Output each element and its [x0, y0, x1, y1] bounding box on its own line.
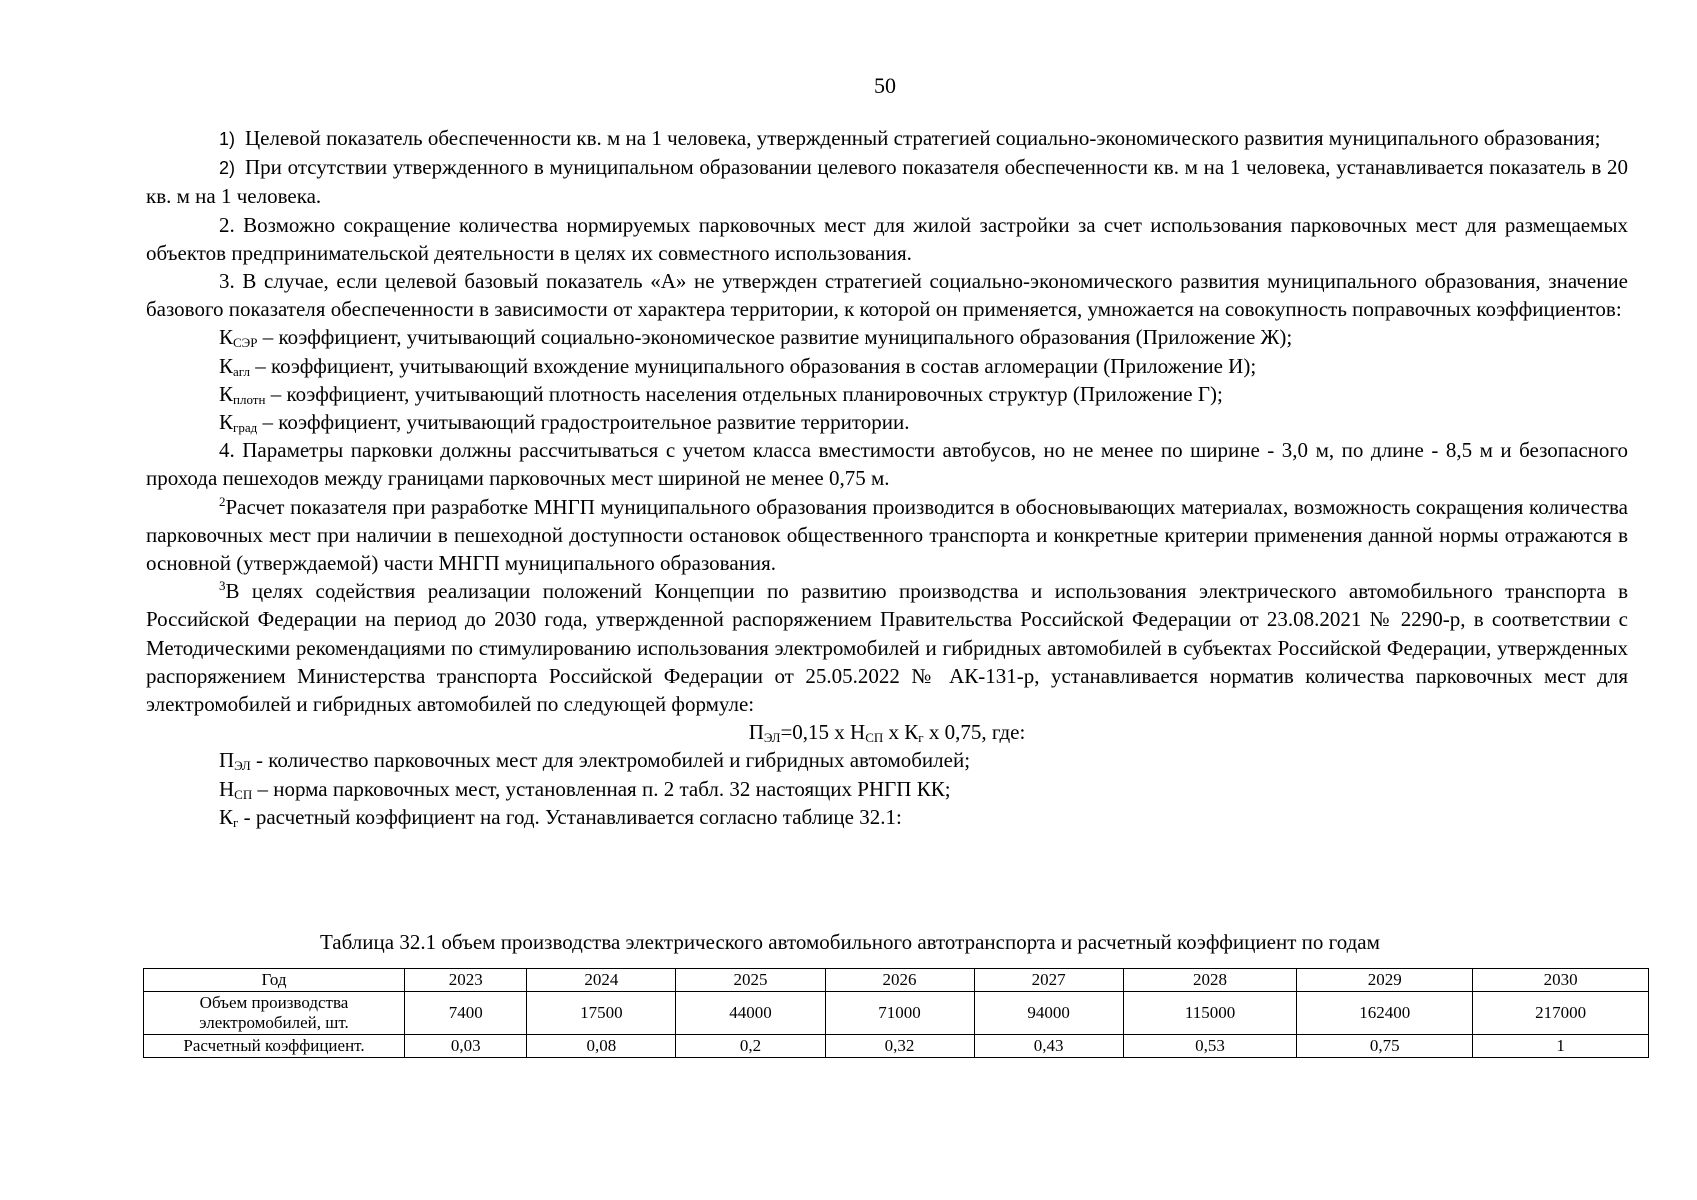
list-item-text: Целевой показатель обеспеченности кв. м на 1 человека, утвержденный стратегией социально-экономического развития муниципального образования; — [245, 126, 1601, 150]
table-cell: 2025 — [676, 969, 825, 992]
symbol: П — [748, 720, 764, 745]
coefficient-kplotn — [146, 380, 1628, 408]
definition-text: - количество парковочных мест для электромобилей и гибридных автомобилей; — [250, 748, 971, 773]
symbol-subscript: СП — [234, 786, 253, 802]
coefficient-description: – коэффициент, учитывающий вхождение муниципального образования в состав агломерации (Приложение И); — [249, 353, 1257, 378]
definition-text: - расчетный коэффициент на год. Устанавливается согласно таблице 32.1: — [238, 804, 902, 829]
symbol: Н — [219, 776, 235, 801]
table-cell: 0,08 — [527, 1035, 676, 1058]
definition-text: – норма парковочных мест, установленная п. 2 табл. 32 настоящих РНГП КК; — [252, 776, 951, 801]
symbol-subscript: г — [918, 730, 924, 746]
table-cell: 2027 — [974, 969, 1123, 992]
formula-part: х К — [883, 720, 919, 745]
coefficient-kagl — [146, 352, 1628, 380]
table-cell: 115000 — [1123, 992, 1297, 1035]
footnote-3 — [146, 577, 1628, 718]
table-cell: 2026 — [825, 969, 974, 992]
table-caption: Таблица 32.1 объем производства электрического автомобильного автотранспорта и расчетный коэффициент по годам — [320, 930, 1380, 954]
table-cell: 44000 — [676, 992, 825, 1035]
table-cell: 71000 — [825, 992, 974, 1035]
row-header: Объем производства электромобилей, шт. — [144, 992, 405, 1035]
table-cell: 162400 — [1297, 992, 1473, 1035]
footnote-text: В целях содействия реализации положений Концепции по развитию производства и использования электрического автомобильного транспорта в Российской Федерации на период до 2030 года, утвержденной распоряжением Правительства Российской Федерации от 23.08.2021 № 2290-р, в соответствии с Методическими рекомендациями по стимулированию использования электромобилей и гибридных автомобилей в субъектах Российской Федерации, утвержденных распоряжением Министерства транспорта Российской Федерации от 25.05.2022 № АК-131-р, устанавливается норматив количества парковочных мест для электромобилей и гибридных автомобилей по следующей формуле: — [146, 579, 1628, 717]
document-body — [146, 124, 1628, 831]
definition-nsp — [146, 775, 1628, 803]
table-cell: 0,75 — [1297, 1035, 1473, 1058]
symbol: П — [219, 748, 235, 773]
note-paragraph-2: 2. Возможно сокращение количества нормируемых парковочных мест для жилой застройки за счет использования парковочных мест для размещаемых объектов предпринимательской деятельности в целях их совместного использования. — [146, 212, 1628, 265]
symbol-subscript: ЭЛ — [234, 758, 251, 774]
footnote-2 — [146, 493, 1628, 578]
table-row-years — [144, 969, 1649, 992]
coefficient-ksep — [146, 323, 1628, 351]
row-header: Год — [144, 969, 405, 992]
list-item-2 — [146, 153, 1628, 210]
table-row-coefficient — [144, 1035, 1649, 1058]
symbol-subscript: г — [233, 814, 239, 830]
coefficient-description: – коэффициент, учитывающий градостроительное развитие территории. — [257, 410, 910, 435]
table-cell: 7400 — [405, 992, 527, 1035]
table-cell: 0,53 — [1123, 1035, 1297, 1058]
symbol-subscript: град — [233, 420, 258, 436]
symbol-subscript: СП — [865, 730, 884, 746]
formula-part: =0,15 х Н — [780, 720, 866, 745]
symbol-subscript: СЭР — [233, 335, 258, 351]
table-cell: 1 — [1473, 1035, 1649, 1058]
table-cell: 2030 — [1473, 969, 1649, 992]
table-cell: 2028 — [1123, 969, 1297, 992]
note-paragraph-3: 3. В случае, если целевой базовый показатель «А» не утвержден стратегией социально-экономического развития муниципального образования, значение базового показателя обеспеченности в зависимости от характера территории, к которой он применяется, умножается на совокупность поправочных коэффициентов: — [146, 269, 1628, 322]
symbol: К — [219, 804, 234, 829]
table-cell: 0,2 — [676, 1035, 825, 1058]
page-number: 50 — [874, 73, 896, 98]
footnote-mark: 2 — [219, 493, 226, 509]
table-cell: 0,32 — [825, 1035, 974, 1058]
formula-part: х 0,75, где: — [923, 720, 1026, 745]
table-cell: 0,43 — [974, 1035, 1123, 1058]
table-cell: 94000 — [974, 992, 1123, 1035]
table-cell: 217000 — [1473, 992, 1649, 1035]
coefficient-kgrad — [146, 408, 1628, 436]
table-cell: 2023 — [405, 969, 527, 992]
table-cell: 2024 — [527, 969, 676, 992]
coefficient-description: – коэффициент, учитывающий социально-экономическое развитие муниципального образования (Приложение Ж); — [257, 325, 1293, 350]
table-cell: 17500 — [527, 992, 676, 1035]
list-item-text: При отсутствии утвержденного в муниципальном образовании целевого показателя обеспеченности кв. м на 1 человека, устанавливается показатель в 20 кв. м на 1 человека. — [146, 155, 1628, 209]
symbol-subscript: агл — [233, 363, 250, 379]
formula — [146, 718, 1628, 746]
data-table — [143, 968, 1649, 1058]
list-item-1 — [146, 124, 1628, 153]
symbol: К — [219, 353, 234, 378]
list-item-number: 1) — [219, 129, 236, 149]
definition-kg — [146, 803, 1628, 831]
symbol-subscript: ЭЛ — [763, 730, 781, 746]
note-paragraph-4: 4. Параметры парковки должны рассчитываться с учетом класса вместимости автобусов, но не менее по ширине - 3,0 м, по длине - 8,5 м и безопасного прохода пешеходов между границами парковочных мест шириной не менее 0,75 м. — [146, 438, 1628, 491]
symbol: К — [219, 410, 234, 435]
table-cell: 2029 — [1297, 969, 1473, 992]
table-row-production — [144, 992, 1649, 1035]
row-header: Расчетный коэффициент. — [144, 1035, 405, 1058]
table-cell: 0,03 — [405, 1035, 527, 1058]
footnote-mark: 3 — [219, 578, 226, 594]
symbol: К — [219, 381, 234, 406]
coefficient-description: – коэффициент, учитывающий плотность населения отдельных планировочных структур (Приложение Г); — [265, 381, 1223, 406]
symbol-subscript: плотн — [233, 391, 266, 407]
symbol: К — [219, 325, 234, 350]
definition-pel — [146, 746, 1628, 774]
list-item-number: 2) — [219, 158, 236, 179]
footnote-text: Расчет показателя при разработке МНГП муниципального образования производится в обосновывающих материалах, возможность сокращения количества парковочных мест при наличии в пешеходной доступности остановок общественного транспорта и конкретные критерии применения данной нормы отражаются в основной (утверждаемой) части МНГП муниципального образования. — [146, 494, 1628, 576]
